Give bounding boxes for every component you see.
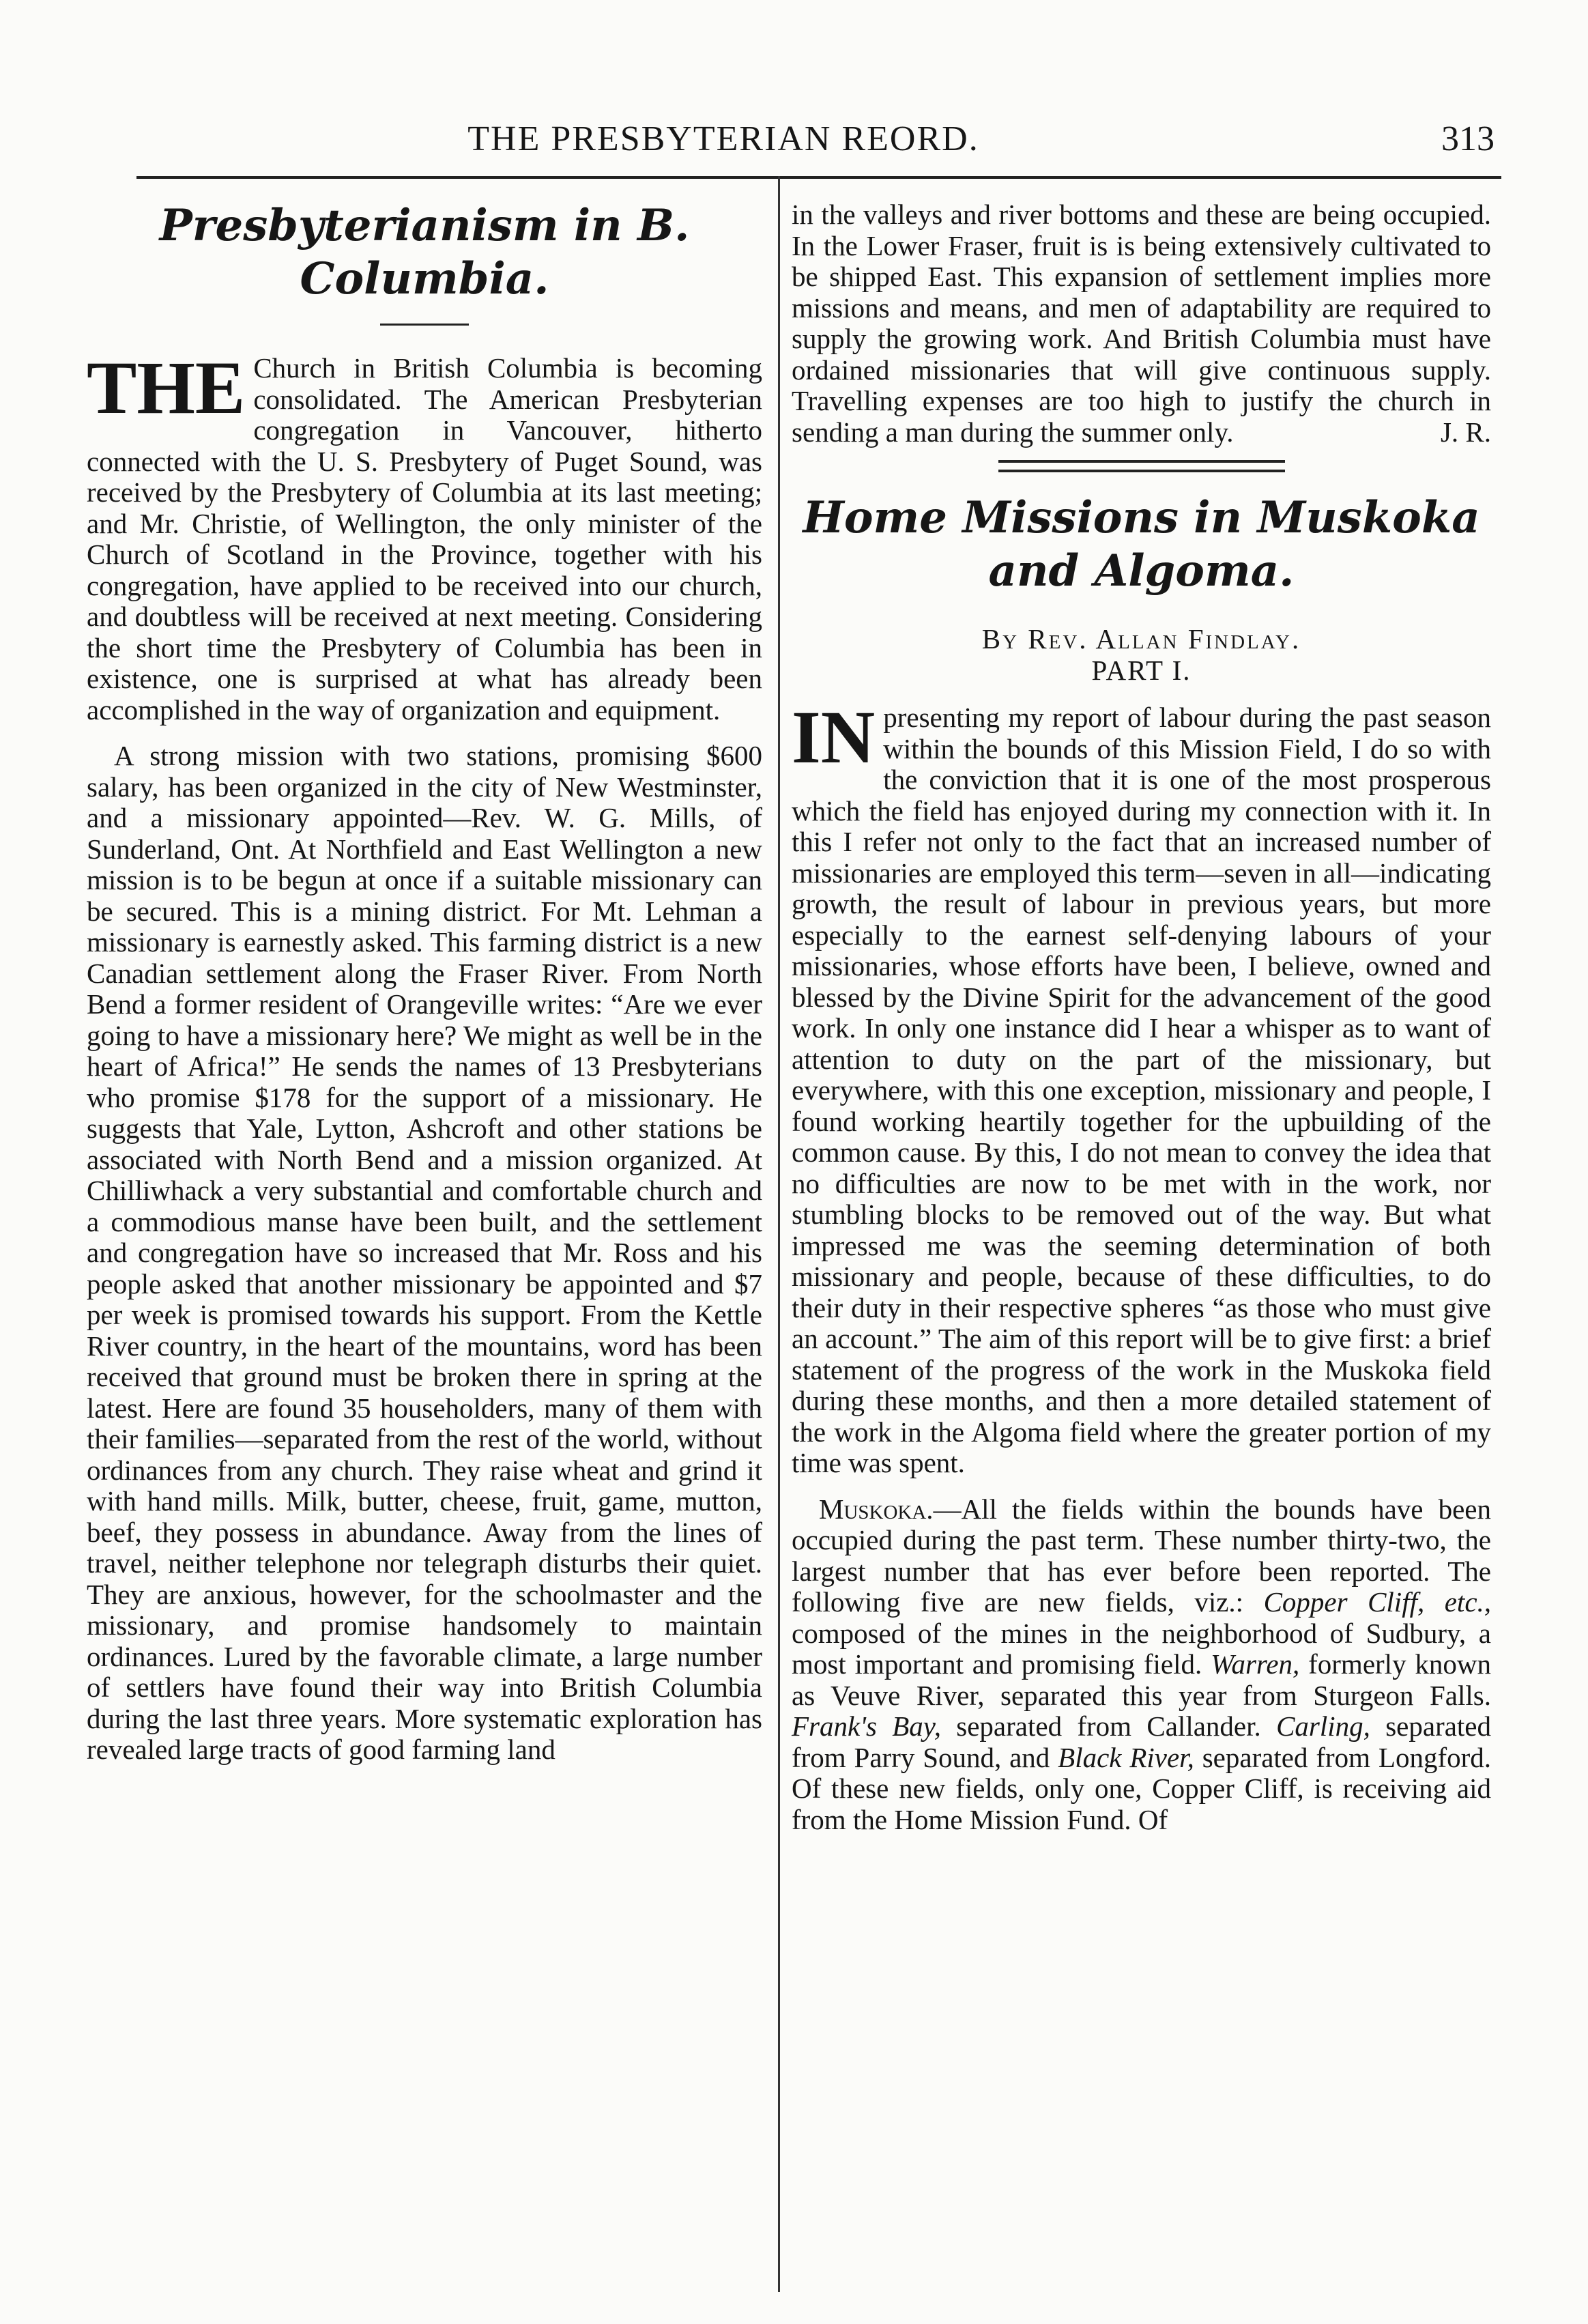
field-name: Black River, xyxy=(1058,1741,1194,1773)
field-name: Warren, xyxy=(1211,1648,1300,1680)
header-rule xyxy=(136,176,1501,179)
field-name: Copper Cliff, etc., xyxy=(1263,1586,1492,1618)
article-paragraph: Muskoka.—All the fields within the bounds have been occupied during the past term. These number thirty-two, the largest number that has ever before been reported. The following five are new fields, viz.: Copper Cliff, etc., composed of the mines in the neighborhood of Sudbury, a most important and promising field. Warren, formerly known as Veuve River, separated this year from Sturgeon Falls. Frank's Bay, separated from Callander. Carling, separated from Parry Sound, and Black River, separated from Longford. Of these new fields, only one, Copper Cliff, is receiving aid from the Home Mission Fund. Of xyxy=(792,1493,1492,1835)
column-divider xyxy=(778,176,780,2292)
running-title: THE PRESBYTERIAN REORD. xyxy=(467,119,979,158)
running-header xyxy=(82,0,1522,179)
article-paragraph xyxy=(792,695,1491,1479)
title-rule xyxy=(380,324,469,326)
article-title-muskoka: Home Missions in Muskoka and Algoma. xyxy=(803,492,1480,597)
page-number: 313 xyxy=(1441,119,1495,158)
drop-cap: THE xyxy=(87,346,246,429)
right-column xyxy=(792,199,1491,1835)
author-signature: J. R. xyxy=(1440,416,1491,448)
article-paragraph-continued xyxy=(792,199,1491,448)
article-paragraph: A strong mission with two stations, promising $600 salary, has been organized in the city of New Westminster, and a missionary appointed—Rev. W. G. Mills, of Sunderland, Ont. At Northfield and East Wellington a new mission is to be begun at once if a suitable missionary can be secured. This is a mining district. For Mt. Lehman a missionary is earnestly asked. This farming district is a new Canadian settlement along the Fraser River. From North Bend a former resident of Orangeville writes: “Are we ever going to have a missionary here? We might as well be in the heart of Africa!” He sends the names of 13 Presbyterians who promise $178 for the support of a missionary. He suggests that Yale, Lytton, Ashcroft and other stations be associated with North Bend and a mission organized. At Chilliwhack a very substantial and comfortable church and a commodious manse have been built, and the settlement and congregation have so increased that Mr. Ross and his people asked that another missionary be appointed and $7 per week is promised towards his support. From the Kettle River country, in the heart of the mountains, word has been received that ground must be broken there in spring at the latest. Here are found 35 householders, many of them with their families—separated from the rest of the world, without ordinances from any church. They raise wheat and grind it with hand mills. Milk, butter, cheese, fruit, game, mutton, beef, they possess in abundance. Away from the lines of travel, neither telephone nor telegraph disturbs their quiet. They are anxious, however, for the schoolmaster and the missionary, and promise handsomely to maintain ordinances. Lured by the favorable climate, a large number of settlers have found their way into British Columbia during the last three years. More systematic exploration has revealed large tracts of good farming land xyxy=(87,740,762,1765)
paragraph-text: in the valleys and river bottoms and these are being occupied. In the Lower Fraser, fruit is is being extensively cultivated to be shipped East. This expansion of settlement implies more missions and means, and men of adaptability are required to supply the growing work. And British Columbia must have ordained missionaries that will give continuous supply. Travelling expenses are too high to justify the church in sending a man during the summer only. xyxy=(792,199,1491,448)
left-column xyxy=(87,199,762,1766)
field-name: Frank's Bay, xyxy=(792,1710,941,1742)
paragraph-text: presenting my report of labour during the past season within the bounds of this Mission Field, I do so with the conviction that it is one of the most prosperous which the field has enjoyed during my connection with it. In this I refer not only to the fact that an increased number of missionaries are employed this term—seven in all—indicating growth, the result of labour in previous years, but more especially to the earnest self-denying labours of your missionaries, whose efforts have been, I believe, owned and blessed by the Divine Spirit for the advancement of the good work. In only one instance did I hear a whisper as to want of attention to duty on the part of the missionary, but everywhere, with this one exception, missionary and people, I found working heartily together for the upbuilding of the common cause. By this, I do not mean to convey the idea that no difficulties are now to be met with in the work, nor stumbling blocks to be removed out of the way. But what impressed me was the seeming determination of both missionary and people, because of these difficulties, to do their duty in their respective spheres “as those who must give an account.” The aim of this report will be to give first: a brief statement of the progress of the work in the Muskoka field during these months, and then a more detailed statement of the work in the Algoma field where the greater portion of my time was spent. xyxy=(792,702,1491,1478)
section-divider xyxy=(998,460,1285,472)
article-byline: By Rev. Allan Findlay. xyxy=(981,623,1301,655)
article-title-bc: Presbyterianism in B. Columbia. xyxy=(159,200,690,304)
article-part: PART I. xyxy=(1091,654,1192,686)
run-in-heading: Muskoka. xyxy=(819,1493,934,1525)
article-paragraph xyxy=(87,346,762,726)
field-name: Carling, xyxy=(1276,1710,1370,1742)
drop-cap: IN xyxy=(792,695,876,779)
paragraph-text: Church in British Columbia is becoming consolidated. The American Presbyterian congregation in Vancouver, hitherto connected with the U. S. Presbytery of Puget Sound, was received by the Presbytery of Columbia at its last meeting; and Mr. Christie, of Wellington, the only minister of the Church of Scotland in the Province, together with his congregation, have applied to be received into our church, and doubtless will be received at next meeting. Considering the short time the Presbytery of Columbia has been in existence, one is surprised at what has already been accomplished in the way of organization and equipment. xyxy=(87,352,762,726)
